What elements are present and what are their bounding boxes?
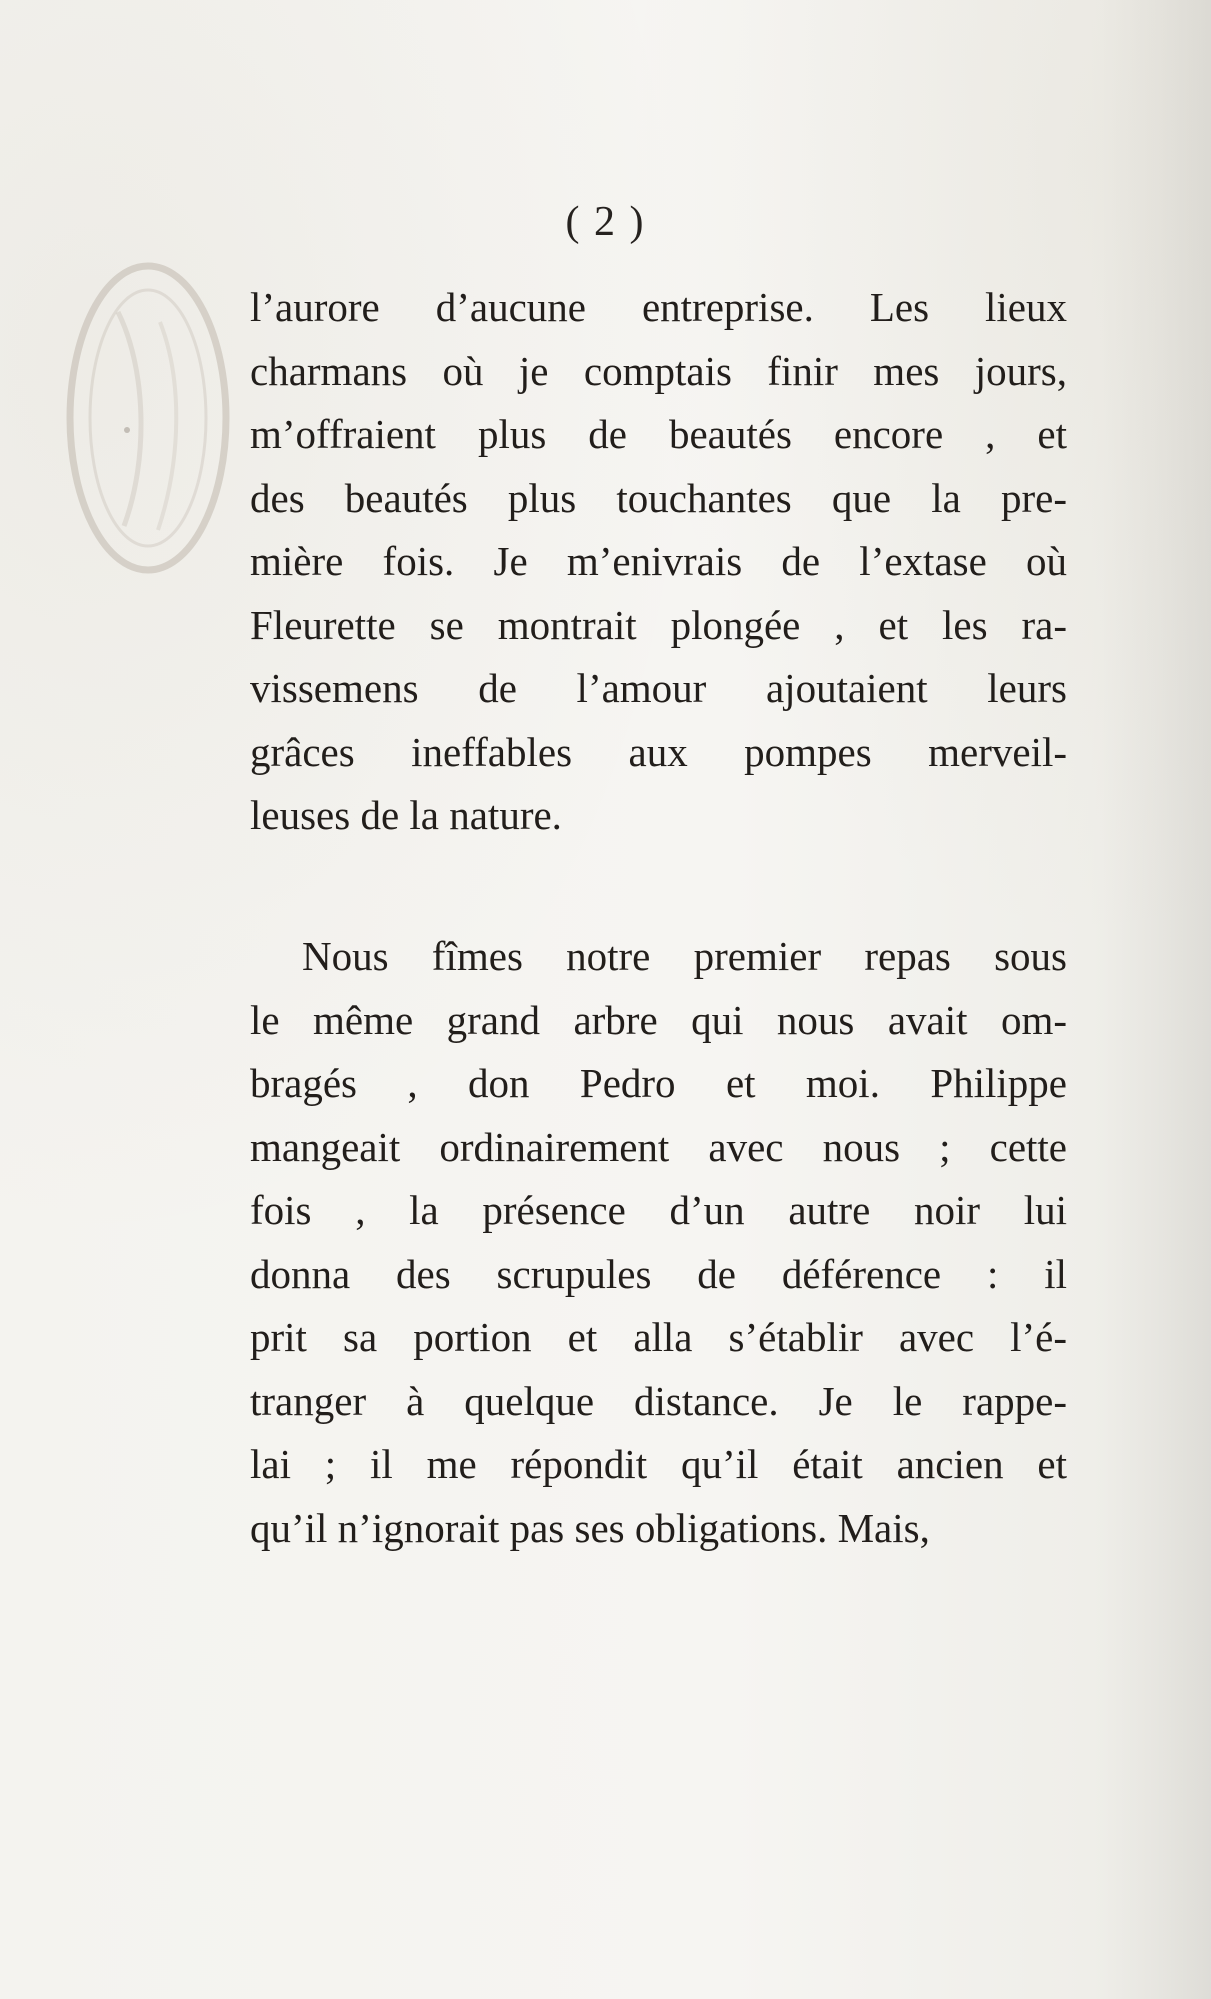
paragraph-2-line-5: fois , la présence d’un autre noir lui xyxy=(250,1187,1067,1233)
paragraph-2-line-8: tranger à quelque distance. Je le rappe- xyxy=(250,1377,1067,1424)
paragraph-1-line-2: charmans où je comptais finir mes jours, xyxy=(250,347,1067,394)
paragraph-2-line-2: le même grand arbre qui nous avait om- xyxy=(250,996,1067,1043)
paragraph-2 xyxy=(250,925,1067,1560)
paragraph-2-line-4: mangeait ordinairement avec nous ; cette xyxy=(250,1123,1067,1170)
paragraph-2-line-6: donna des scrupules de déférence : il xyxy=(250,1250,1067,1297)
paragraph-2-line-1: Nous fîmes notre premier repas sous xyxy=(302,933,1067,979)
paragraph-1 xyxy=(250,276,1067,848)
paragraph-1-line-4: des beautés plus touchantes que la pre- xyxy=(250,474,1067,521)
paragraph-2-line-10: qu’il n’ignorait pas ses obligations. Mais, xyxy=(250,1504,930,1551)
library-stamp-icon xyxy=(28,228,258,618)
paragraph-1-line-5: mière fois. Je m’enivrais de l’extase où xyxy=(250,538,1067,584)
paragraph-1-line-1: l’aurore d’aucune entreprise. Les lieux xyxy=(250,284,1067,330)
page-number: ( 2 ) xyxy=(565,199,646,245)
page-gutter-shadow xyxy=(1101,0,1211,1999)
paragraph-1-line-6: Fleurette se montrait plongée , et les ra- xyxy=(250,601,1067,648)
paragraph-1-line-9: leuses de la nature. xyxy=(250,792,562,838)
paragraph-1-line-3: m’offraient plus de beautés encore , et xyxy=(250,411,1067,457)
paragraph-2-line-9: lai ; il me répondit qu’il était ancien et xyxy=(250,1441,1067,1487)
paragraph-2-line-7: prit sa portion et alla s’établir avec l’é- xyxy=(250,1314,1067,1360)
paragraph-1-line-8: grâces ineffables aux pompes merveil- xyxy=(250,728,1067,775)
paragraph-2-line-3: bragés , don Pedro et moi. Philippe xyxy=(250,1060,1067,1106)
paragraph-1-line-7: vissemens de l’amour ajoutaient leurs xyxy=(250,665,1067,711)
